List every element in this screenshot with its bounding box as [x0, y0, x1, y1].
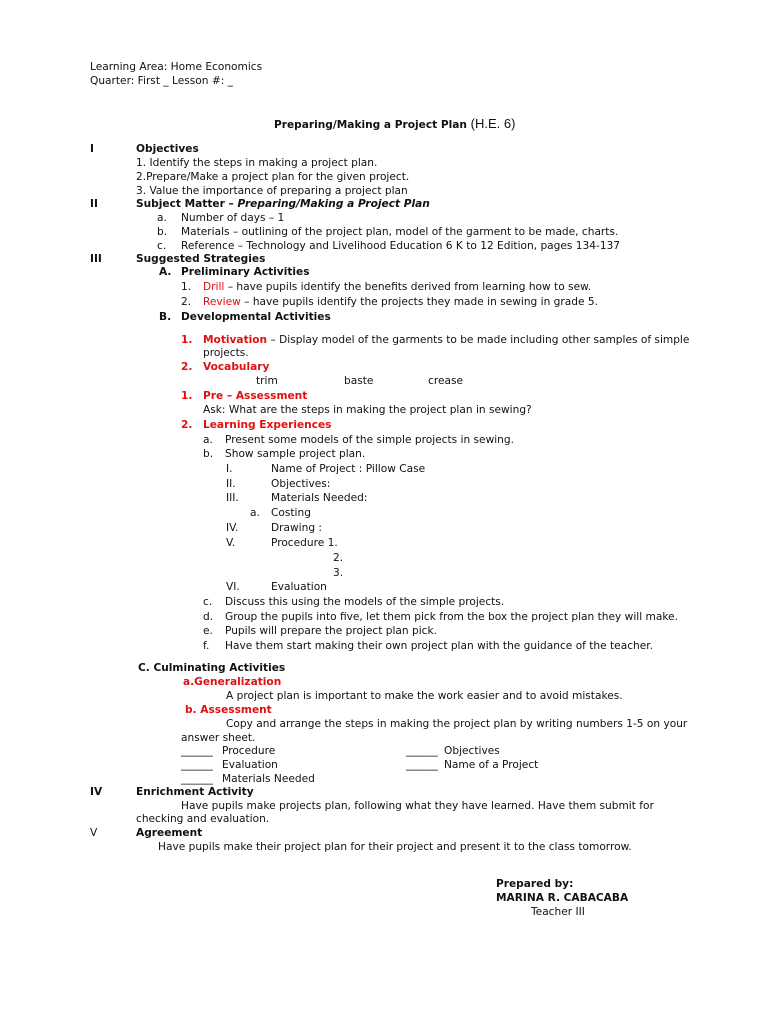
subject-item: Reference – Technology and Livelihood Education 6 K to 12 Edition, pages 134-137 — [181, 240, 621, 252]
pre-assessment-heading: Pre – Assessment — [203, 390, 308, 402]
subject-matter-heading — [136, 198, 430, 211]
enrichment-heading: Enrichment Activity — [136, 786, 254, 798]
answer-blank: ______ — [181, 773, 213, 785]
review-marker: 2. — [181, 296, 192, 308]
assessment-text: Copy and arrange the steps in making the project plan by writing numbers 1-5 on your — [226, 718, 688, 730]
objective-item: 1. Identify the steps in making a project plan. — [136, 157, 378, 169]
agreement-text: Have pupils make their project plan for their project and present it to the class tomorrow. — [158, 841, 632, 853]
learning-area: Learning Area: Home Economics — [90, 61, 263, 73]
strategies-heading: Suggested Strategies — [136, 253, 266, 265]
subject-matter-title: Preparing/Making a Project Plan — [237, 198, 430, 210]
quarter-lesson: Quarter: First _ Lesson #: _ — [90, 75, 233, 87]
assessment-heading: b. Assessment — [185, 704, 272, 716]
objective-item: 2.Prepare/Make a project plan for the given project. — [136, 171, 410, 183]
preliminary-marker: A. — [159, 266, 172, 278]
vocabulary-marker: 2. — [181, 361, 193, 373]
learning-item-marker: f. — [203, 640, 210, 652]
assessment-option: Materials Needed — [222, 773, 315, 785]
plan-row-text: Materials Needed: — [271, 492, 368, 504]
developmental-heading: Developmental Activities — [181, 311, 331, 323]
prepared-by: Prepared by: — [496, 878, 574, 890]
preparer-name: MARINA R. CABACABA — [496, 892, 629, 904]
vocabulary-heading: Vocabulary — [203, 361, 270, 373]
plan-row-num: V. — [226, 537, 236, 549]
section-numeral-ii: II — [90, 198, 98, 210]
preparer-position: Teacher III — [531, 906, 585, 918]
title-suffix: (H.E. 6) — [470, 116, 516, 131]
subject-item-marker: a. — [157, 212, 167, 224]
section-numeral-iii: III — [90, 253, 102, 265]
plan-row-num: I. — [226, 463, 233, 475]
subject-matter-prefix: Subject Matter – — [136, 198, 238, 210]
objective-item: 3. Value the importance of preparing a project plan — [136, 185, 408, 197]
answer-blank: ______ — [406, 759, 438, 771]
learning-item: Have them start making their own project plan with the guidance of the teacher. — [225, 640, 653, 652]
plan-row-text: Evaluation — [271, 581, 327, 593]
vocabulary-word: trim — [256, 375, 278, 387]
page-title — [274, 117, 515, 132]
objectives-heading: Objectives — [136, 143, 199, 155]
plan-row-text: Procedure 1. — [271, 537, 338, 549]
subject-item-marker: c. — [157, 240, 167, 252]
learning-item-marker: a. — [203, 434, 213, 446]
subject-item-marker: b. — [157, 226, 168, 238]
plan-row-text: Name of Project : Pillow Case — [271, 463, 426, 475]
answer-blank: ______ — [181, 745, 213, 757]
learning-item: Show sample project plan. — [225, 448, 366, 460]
motivation-cont: projects. — [203, 347, 249, 359]
procedure-step: 3. — [333, 567, 344, 579]
assessment-option: Procedure — [222, 745, 276, 757]
pre-assessment-question: Ask: What are the steps in making the project plan in sewing? — [203, 404, 532, 416]
subject-item: Number of days – 1 — [181, 212, 285, 224]
learning-item: Present some models of the simple projects in sewing. — [225, 434, 514, 446]
learning-item: Pupils will prepare the project plan pick. — [225, 625, 437, 637]
culminating-heading: C. Culminating Activities — [138, 662, 286, 674]
learning-item-marker: e. — [203, 625, 213, 637]
developmental-marker: B. — [159, 311, 172, 323]
enrichment-cont: checking and evaluation. — [136, 813, 270, 825]
learning-experiences-marker: 2. — [181, 419, 193, 431]
assessment-option: Evaluation — [222, 759, 278, 771]
drill-item — [203, 281, 591, 294]
motivation-marker: 1. — [181, 334, 193, 346]
plan-row-num: II. — [226, 478, 236, 490]
assessment-option: Objectives — [444, 745, 500, 757]
plan-row-num: IV. — [226, 522, 239, 534]
motivation-text: – Display model of the garments to be made including other samples of simple — [267, 334, 690, 346]
pre-assessment-marker: 1. — [181, 390, 193, 402]
learning-item-marker: d. — [203, 611, 214, 623]
assessment-option: Name of a Project — [444, 759, 539, 771]
subject-item: Materials – outlining of the project plan, model of the garment to be made, charts. — [181, 226, 619, 238]
generalization-heading: a.Generalization — [183, 676, 282, 688]
preliminary-heading: Preliminary Activities — [181, 266, 310, 278]
title-main: Preparing/Making a Project Plan — [274, 119, 471, 131]
learning-item: Group the pupils into five, let them pick from the box the project plan they will make. — [225, 611, 678, 623]
review-item — [203, 296, 598, 309]
drill-marker: 1. — [181, 281, 192, 293]
review-text: – have pupils identify the projects they made in sewing in grade 5. — [240, 296, 598, 308]
costing-text: Costing — [271, 507, 311, 519]
vocabulary-word: baste — [344, 375, 374, 387]
section-numeral-i: I — [90, 143, 94, 155]
review-key: Review — [203, 296, 241, 308]
generalization-text: A project plan is important to make the work easier and to avoid mistakes. — [226, 690, 623, 702]
enrichment-text: Have pupils make projects plan, following what they have learned. Have them submit for — [181, 800, 654, 812]
answer-blank: ______ — [406, 745, 438, 757]
section-numeral-iv: IV — [90, 786, 103, 798]
drill-text: – have pupils identify the benefits derived from learning how to sew. — [224, 281, 592, 293]
motivation-item — [203, 334, 689, 347]
plan-row-num: III. — [226, 492, 239, 504]
section-numeral-v: V — [90, 827, 98, 839]
vocabulary-word: crease — [428, 375, 463, 387]
motivation-key: Motivation — [203, 334, 268, 346]
plan-row-num: VI. — [226, 581, 240, 593]
answer-blank: ______ — [181, 759, 213, 771]
agreement-heading: Agreement — [136, 827, 203, 839]
learning-item: Discuss this using the models of the simple projects. — [225, 596, 505, 608]
assessment-cont: answer sheet. — [181, 732, 256, 744]
procedure-step: 2. — [333, 552, 344, 564]
learning-item-marker: b. — [203, 448, 214, 460]
costing-marker: a. — [250, 507, 260, 519]
learning-item-marker: c. — [203, 596, 213, 608]
plan-row-text: Objectives: — [271, 478, 331, 490]
plan-row-text: Drawing : — [271, 522, 322, 534]
learning-experiences-heading: Learning Experiences — [203, 419, 332, 431]
drill-key: Drill — [203, 281, 225, 293]
